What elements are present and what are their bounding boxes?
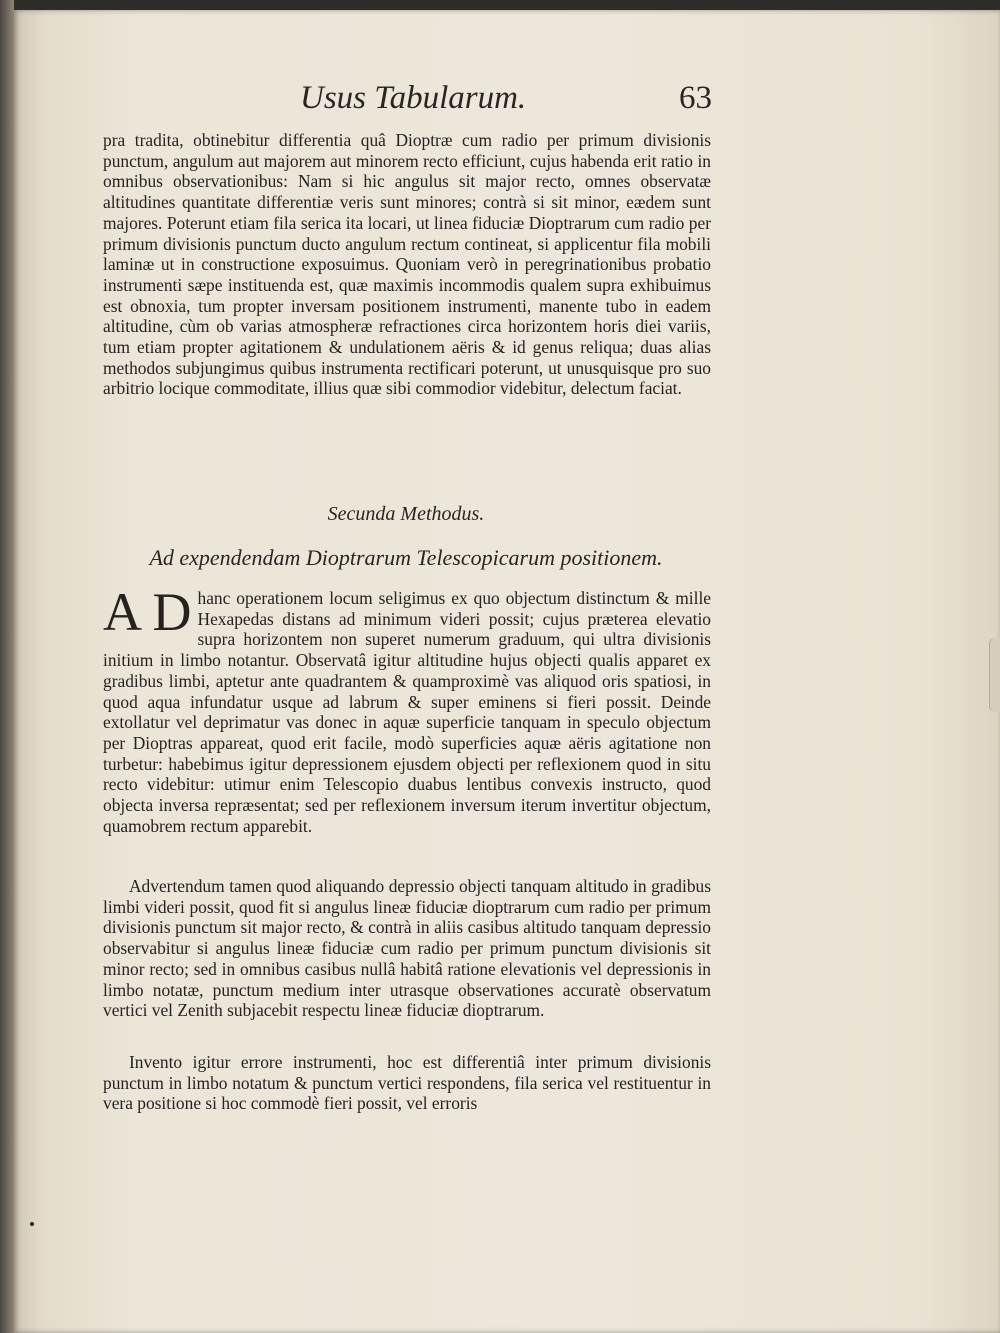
page-number: 63 bbox=[679, 80, 712, 116]
paragraph-4: Invento igitur errore instrumenti, hoc est differentiâ inter primum divisionis punctum in limbo notatum & punctum vertici respondens, fila serica vel restituentur in vera positione si hoc commodè fieri possit, vel erroris bbox=[103, 1052, 711, 1114]
section-subheading: Ad expendendam Dioptrarum Telescopicarum positionem. bbox=[149, 545, 663, 570]
page-gutter-shadow bbox=[0, 0, 14, 1333]
paragraph-2 bbox=[103, 582, 711, 836]
running-head: Usus Tabularum. bbox=[300, 80, 527, 116]
page-edge-tab bbox=[989, 638, 1000, 712]
page-header bbox=[100, 80, 712, 128]
section-heading: Secunda Methodus. bbox=[327, 503, 485, 525]
drop-cap: A D bbox=[103, 582, 192, 642]
paragraph-1: pra tradita, obtinebitur differentia quâ Dioptræ cum radio per primum divisionis punctum, angulum aut majorem aut minorem recto efficiunt, cujus habenda erit ratio in omnibus observationibus: Nam si hic angulus sit major recto, omnes observatæ altitudines quantitate differentiæ veris sunt minores; contrà si sit minor, eædem sunt majores. Poterunt etiam fila serica ita locari, ut linea fiduciæ Dioptrarum cum radio per primum divisionis punctum ducto angulum rectum contineat, si applicentur fila mobili laminæ ut in constructione exposuimus. Quoniam verò in peregrinationibus probatio instrumenti sæpe instituenda est, quæ maximis incommodis qualem supra exhibuimus est obnoxia, tum propter inversam positionem instrumenti, manente tubo in eadem altitudine, cùm ob varias atmospheræ refractiones circa horizontem horis diei variis, tum etiam propter agitationem & undulationem aëris & id genus reliqua; duas alias methodos subjungimus quibus instrumenta rectificari poterunt, ut unusquisque pro suo arbitrio locique commoditate, illius quæ sibi commodior videbitur, delectum faciat. bbox=[103, 130, 711, 399]
ink-mark bbox=[30, 1222, 34, 1226]
paragraph-3: Advertendum tamen quod aliquando depressio objecti tanquam altitudo in gradibus limbi videri possit, quod fit si angulus lineæ fiduciæ dioptrarum cum radio per primum divisionis punctum sit major recto, & contrà in aliis casibus altitudo tanquam depressio observabitur si angulus lineæ fiduciæ cum radio per primum punctum divisionis sit minor recto; sed in omnibus casibus nullâ habitâ ratione elevationis vel depressionis in limbo notatæ, punctum medium inter utrasque observationes accuratè observatum vertici vel Zenith subjacebit respectu lineæ fiduciæ dioptrarum. bbox=[103, 876, 711, 1021]
paragraph-2-text: hanc operationem locum seligimus ex quo objectum distinctum & mille Hexapedas distans ad minimum videri possit; cujus præterea elevatio supra horizontem non superet numerum graduum, qui ultra divisionis initium in limbo notantur. Observatâ igitur altitudine hujus objecti qualis apparet ex gradibus limbi, aptetur ante quadrantem & quamproximè vas aliquod oris spatiosi, in quod aqua infundatur usque ad labrum & super eminens si fieri possit. Deinde extollatur vel deprimatur vas donec in aquæ superficie tanquam in speculo objectum per Dioptras appareat, quod erit facile, modò superficies aquæ aëris agitatione non turbetur: habebimus igitur depressionem ejusdem objecti per reflexionem quod in situ recto videbitur: utimur enim Telescopio duabus lentibus convexis instructo, quod objecta inversa repræsentat; sed per reflexionem inversum iterum invertitur objectum, quamobrem rectum apparebit. bbox=[103, 588, 711, 836]
